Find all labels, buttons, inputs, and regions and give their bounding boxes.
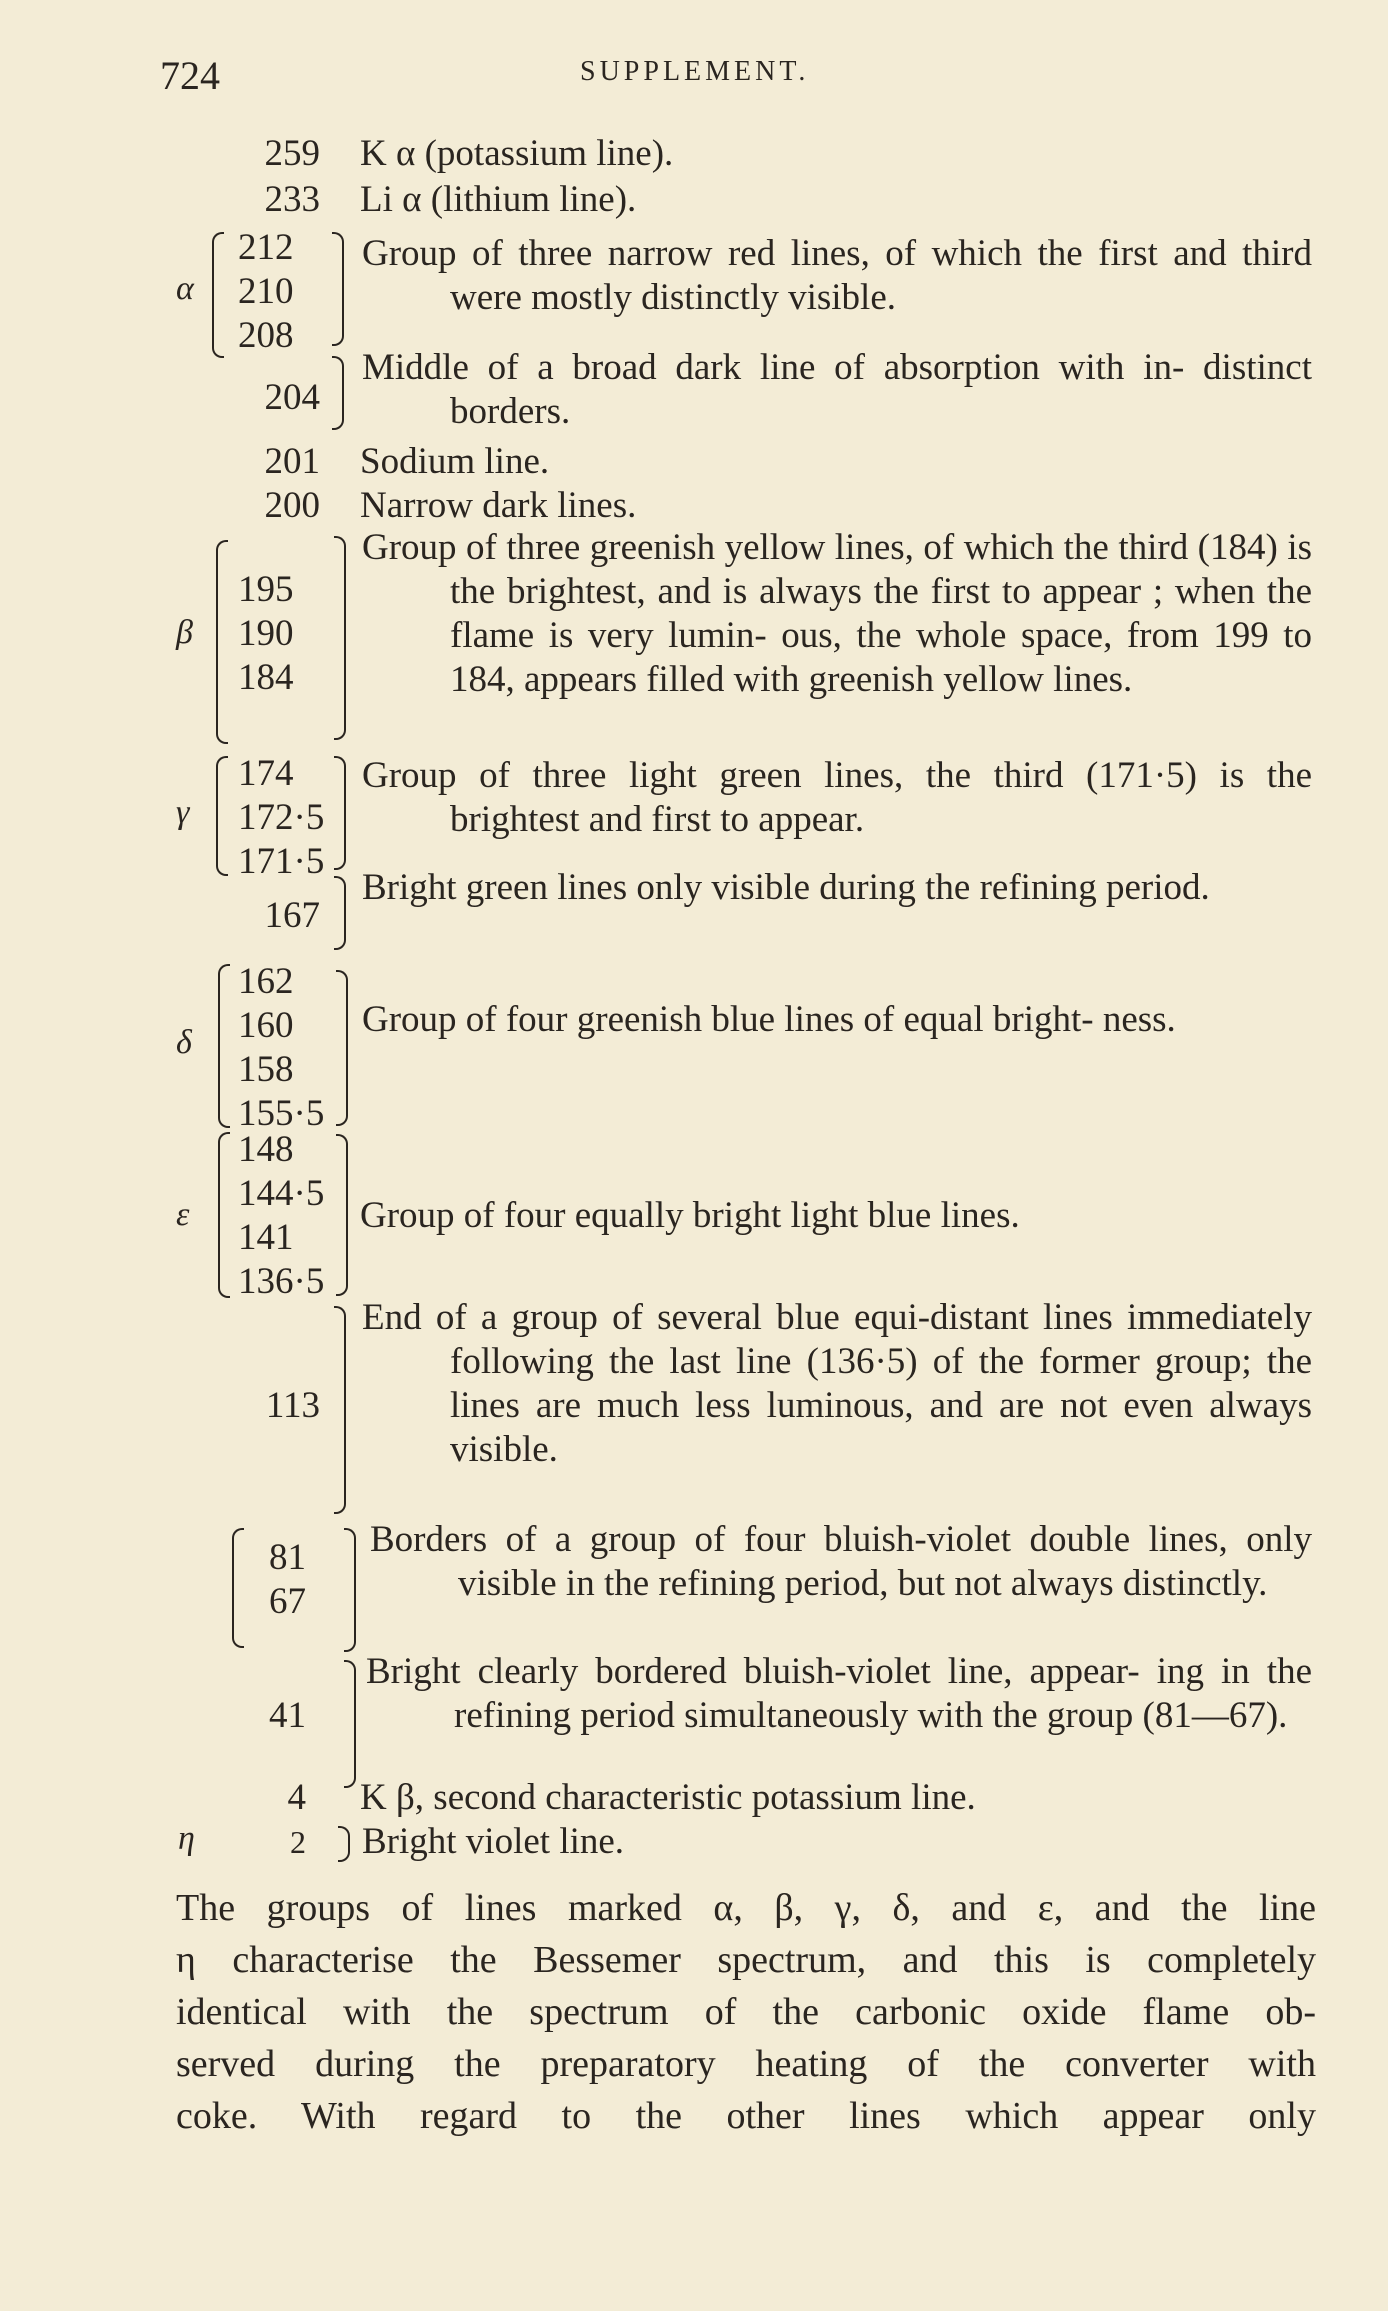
line-description: Bright green lines only visible during the refining period. [362,867,1210,908]
wavelength-numbers [196,1820,306,1864]
line-description: Li α (lithium line). [360,179,637,220]
right-brace [334,756,346,870]
number: 167 [264,895,320,936]
number: 190 [238,613,294,654]
number: 204 [264,377,320,418]
wavelength-numbers [238,960,348,1136]
paragraph-line: served during the preparatory heating of the converter with [176,2043,1316,2085]
group-label: γ [176,794,190,831]
right-brace [334,1306,346,1514]
number: 41 [269,1695,306,1736]
line-description: K α (potassium line). [360,133,674,174]
running-title: SUPPLEMENT. [580,56,810,87]
right-brace [332,232,344,346]
line-description: Group of four greenish blue lines of equal bright- ness. [362,999,1176,1040]
body-paragraph [176,1882,1316,2142]
wavelength-numbers [196,1776,306,1820]
number: 201 [264,441,320,482]
group-label: ε [176,1196,190,1233]
wavelength-numbers [210,440,320,484]
group-label: η [178,1820,195,1857]
line-description: Group of three narrow red lines, of which the first and third were mostly distinctly visible. [362,233,1312,318]
number: 184 [238,657,294,698]
number: 67 [269,1581,306,1622]
number: 136·5 [238,1261,325,1302]
number: 148 [238,1129,294,1170]
left-brace [218,964,230,1128]
number: 160 [238,1005,294,1046]
wavelength-numbers [196,1536,306,1624]
line-description: Sodium line. [360,441,550,482]
number: 233 [264,179,320,220]
line-description: Middle of a broad dark line of absorption with in- distinct borders. [362,347,1312,432]
number: 174 [238,753,294,794]
right-brace [336,1134,348,1296]
number: 113 [265,1385,320,1426]
paragraph-line: η characterise the Bessemer spectrum, and this is completely [176,1939,1316,1981]
left-brace [218,1132,230,1298]
number: 155·5 [238,1093,325,1134]
group-label: α [176,270,194,307]
number: 208 [238,315,294,356]
number: 172·5 [238,797,325,838]
number: 200 [264,485,320,526]
right-brace [336,970,348,1126]
group-label: β [176,614,193,651]
paragraph-line: coke. With regard to the other lines which appear only [176,2095,1316,2137]
group-label: δ [176,1024,192,1061]
left-brace [216,540,228,744]
line-description: Group of three light green lines, the third (171·5) is the brightest and first to appear. [362,755,1312,840]
number: 195 [238,569,294,610]
line-description: Borders of a group of four bluish-violet double lines, only visible in the refining period, but not always distinctly. [370,1519,1312,1604]
wavelength-numbers [210,132,320,176]
wavelength-numbers [210,894,320,938]
number: 158 [238,1049,294,1090]
number: 144·5 [238,1173,325,1214]
number: 2 [290,1824,306,1860]
right-brace [338,1826,350,1862]
wavelength-numbers [210,484,320,528]
wavelength-numbers [238,1128,348,1304]
page-number: 724 [160,53,220,98]
line-description: Bright violet line. [362,1821,625,1862]
number: 259 [264,133,320,174]
number: 81 [269,1537,306,1578]
number: 171·5 [238,841,325,882]
wavelength-numbers [210,376,320,420]
page-header [160,52,1320,102]
paragraph-line: identical with the spectrum of the carbonic oxide flame ob- [176,1991,1316,2033]
wavelength-numbers [238,568,348,700]
line-description: End of a group of several blue equi-distant lines immediately following the last line (136·5) of the former group; the lines are much less luminous, and are not even always visible. [362,1297,1312,1470]
left-brace [212,232,224,358]
number: 4 [287,1777,306,1818]
right-brace [344,1528,356,1652]
right-brace [334,536,346,740]
line-description: K β, second characteristic potassium line. [360,1777,976,1818]
right-brace [334,876,346,950]
wavelength-numbers [210,178,320,222]
number: 212 [238,227,294,268]
right-brace [344,1660,356,1788]
left-brace [216,756,228,876]
line-description: Narrow dark lines. [360,485,637,526]
number: 210 [238,271,294,312]
wavelength-numbers [238,752,348,884]
number: 141 [238,1217,294,1258]
paragraph-line: The groups of lines marked α, β, γ, δ, and ε, and the line [176,1887,1316,1929]
number: 162 [238,961,294,1002]
wavelength-numbers [210,1384,320,1428]
wavelength-numbers [196,1694,306,1738]
line-description: Bright clearly bordered bluish-violet line, appear- ing in the refining period simultaneously with the group (81—67). [366,1651,1312,1736]
line-description: Group of three greenish yellow lines, of which the third (184) is the brightest, and is always the first to appear ; when the flame is very lumin- ous, the whole space, from 199 to 184, appears filled with greenish yellow lines. [362,527,1312,700]
right-brace [332,356,344,430]
line-description: Group of four equally bright light blue lines. [360,1195,1020,1236]
